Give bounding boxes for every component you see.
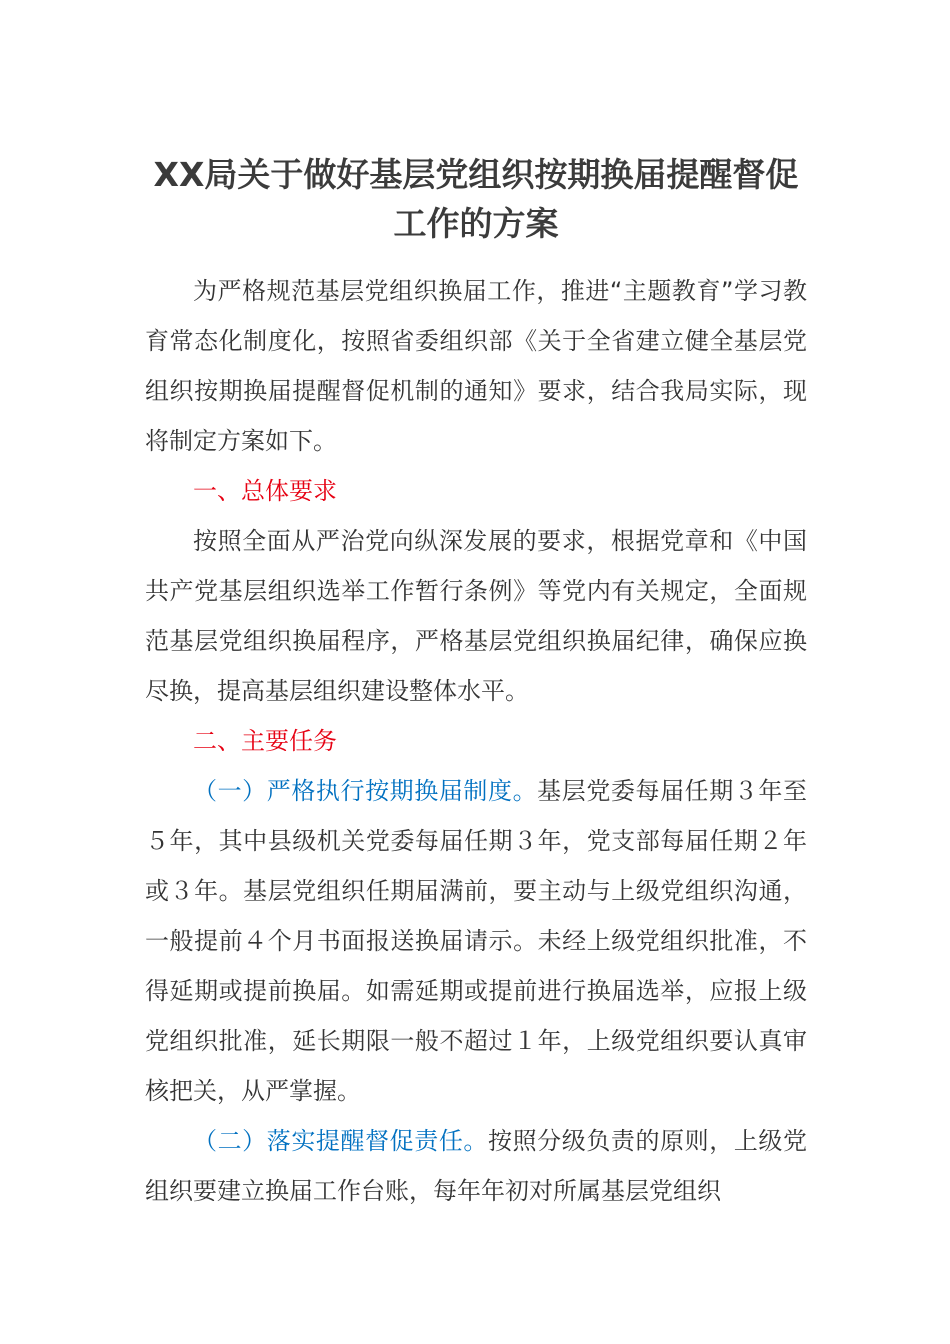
task-body-1: 基层党委每届任期３年至５年，其中县级机关党委每届任期３年，党支部每届任期２年或３年。基层党组织任期届满前，要主动与上级党组织沟通，一般提前４个月书面报送换届请示。未经上级党组织批准，不得延期或提前换届。如需延期或提前进行换届选举，应报上级党组织批准，延长期限一般不超过１年，上级党组织要认真审核把关，从严掌握。	[145, 777, 808, 1105]
task-paragraph-1	[145, 766, 807, 1116]
task-heading-1: （一）严格执行按期换届制度。	[193, 777, 538, 805]
document-title: XX局关于做好基层党组织按期换届提醒督促工作的方案	[153, 155, 799, 243]
task-paragraph-2	[145, 1116, 807, 1216]
section-heading-general-requirements: 一、总体要求	[193, 477, 337, 505]
task-body-2: 按照分级负责的原则，上级党组织要建立换届工作台账，每年年初对所属基层党组织	[145, 1127, 807, 1205]
intro-paragraph: 为严格规范基层党组织换届工作，推进“主题教育”学习教育常态化制度化，按照省委组织部《关于全省建立健全基层党组织按期换届提醒督促机制的通知》要求，结合我局实际，现将制定方案如下。	[145, 277, 807, 455]
document-page	[145, 150, 807, 1216]
section1-paragraph: 按照全面从严治党向纵深发展的要求，根据党章和《中国共产党基层组织选举工作暂行条例》等党内有关规定，全面规范基层党组织换届程序，严格基层党组织换届纪律，确保应换尽换，提高基层组织建设整体水平。	[145, 527, 807, 705]
task-heading-2: （二）落实提醒督促责任。	[193, 1127, 488, 1155]
section-heading-main-tasks: 二、主要任务	[193, 727, 337, 755]
